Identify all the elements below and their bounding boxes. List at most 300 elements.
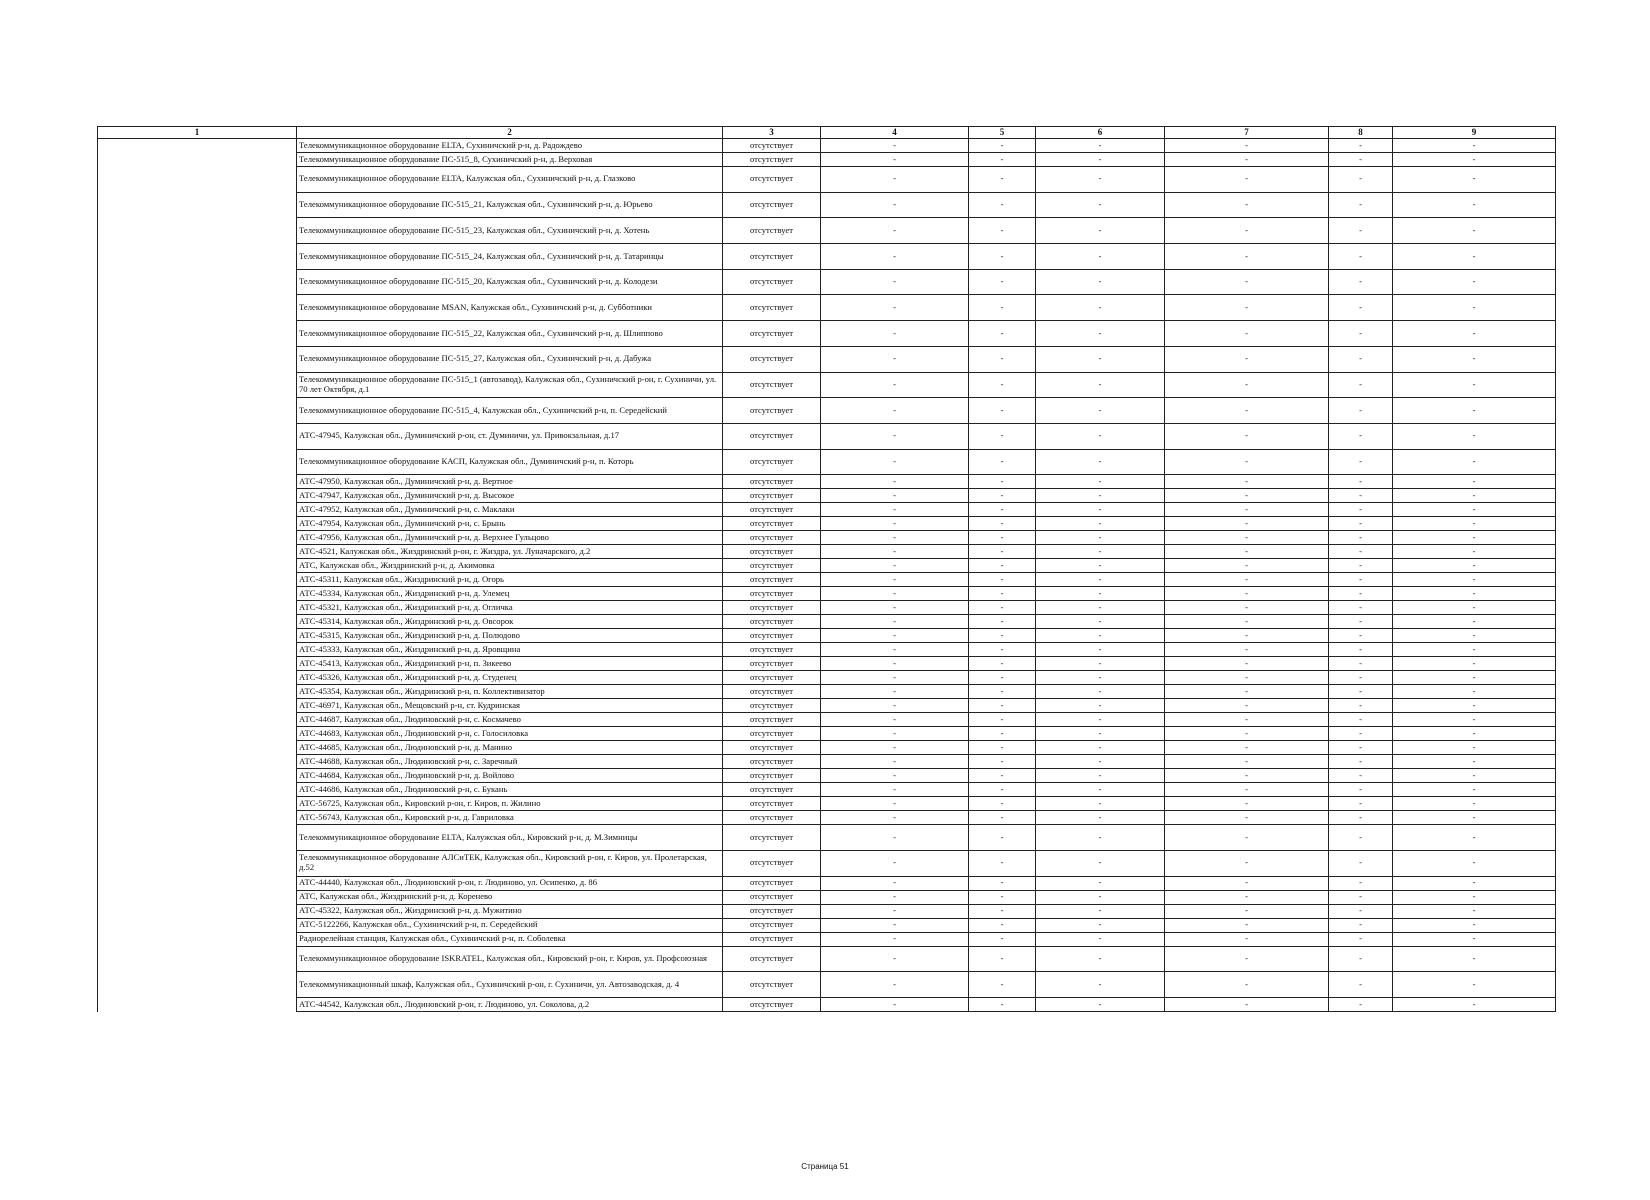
dash-cell: - <box>1036 573 1165 587</box>
object-name-cell: Телекоммуникационное оборудование ELTA, Калужская обл., Кировский р-н, д. М.Зимницы <box>297 825 723 851</box>
status-cell: отсутствует <box>723 423 821 449</box>
dash-cell: - <box>1036 657 1165 671</box>
dash-cell: - <box>1036 946 1165 972</box>
status-cell: отсутствует <box>723 269 821 295</box>
status-cell: отсутствует <box>723 783 821 797</box>
dash-cell: - <box>821 489 969 503</box>
empty-cell <box>98 755 297 769</box>
dash-cell: - <box>1036 998 1165 1012</box>
table-row <box>98 890 1556 904</box>
dash-cell: - <box>1036 449 1165 475</box>
status-cell: отсутствует <box>723 629 821 643</box>
table-row <box>98 811 1556 825</box>
dash-cell: - <box>969 998 1036 1012</box>
column-header: 7 <box>1165 127 1329 139</box>
dash-cell: - <box>1329 671 1393 685</box>
dash-cell: - <box>1036 545 1165 559</box>
table-row <box>98 503 1556 517</box>
table-row <box>98 727 1556 741</box>
dash-cell: - <box>821 346 969 372</box>
dash-cell: - <box>1036 346 1165 372</box>
dash-cell: - <box>1165 295 1329 321</box>
status-cell: отсутствует <box>723 671 821 685</box>
dash-cell: - <box>821 615 969 629</box>
dash-cell: - <box>1165 601 1329 615</box>
object-name-cell: АТС-47945, Калужская обл., Думиничский р-он, ст. Думиничи, ул. Привокзальная, д.17 <box>297 423 723 449</box>
dash-cell: - <box>1165 372 1329 398</box>
object-name-cell: Телекоммуникационное оборудование ПС-515_4, Калужская обл., Сухиничский р-н, п. Середейский <box>297 398 723 424</box>
dash-cell: - <box>1393 713 1556 727</box>
object-name-cell: АТС-45333, Калужская обл., Жиздринский р-н, д. Яровщина <box>297 643 723 657</box>
dash-cell: - <box>1329 153 1393 167</box>
table-row <box>98 139 1556 153</box>
dash-cell: - <box>1329 398 1393 424</box>
object-name-cell: АТС-44440, Калужская обл., Людиновский р-он, г. Людиново, ул. Осипенко, д. 86 <box>297 876 723 890</box>
dash-cell: - <box>1165 153 1329 167</box>
object-name-cell: Телекоммуникационное оборудование ELTA, Калужская обл., Сухиничский р-н, д. Глазково <box>297 167 723 193</box>
dash-cell: - <box>1329 601 1393 615</box>
empty-cell <box>98 876 297 890</box>
empty-cell <box>98 657 297 671</box>
register-table <box>97 126 1556 1012</box>
dash-cell: - <box>821 769 969 783</box>
status-cell: отсутствует <box>723 139 821 153</box>
dash-cell: - <box>1329 573 1393 587</box>
table-row <box>98 629 1556 643</box>
empty-cell <box>98 797 297 811</box>
status-cell: отсутствует <box>723 998 821 1012</box>
dash-cell: - <box>1393 825 1556 851</box>
column-header: 2 <box>297 127 723 139</box>
status-cell: отсутствует <box>723 244 821 270</box>
empty-cell <box>98 643 297 657</box>
dash-cell: - <box>1036 685 1165 699</box>
status-cell: отсутствует <box>723 741 821 755</box>
table-row <box>98 657 1556 671</box>
table-row <box>98 372 1556 398</box>
table-row <box>98 153 1556 167</box>
dash-cell: - <box>1036 167 1165 193</box>
dash-cell: - <box>821 904 969 918</box>
dash-cell: - <box>821 321 969 347</box>
status-cell: отсутствует <box>723 545 821 559</box>
table-row <box>98 423 1556 449</box>
dash-cell: - <box>1393 972 1556 998</box>
dash-cell: - <box>1036 713 1165 727</box>
column-header: 3 <box>723 127 821 139</box>
dash-cell: - <box>1165 741 1329 755</box>
dash-cell: - <box>969 489 1036 503</box>
dash-cell: - <box>1329 876 1393 890</box>
dash-cell: - <box>821 545 969 559</box>
dash-cell: - <box>969 601 1036 615</box>
table-row <box>98 218 1556 244</box>
dash-cell: - <box>1393 372 1556 398</box>
dash-cell: - <box>1165 545 1329 559</box>
table-row <box>98 295 1556 321</box>
empty-cell <box>98 741 297 755</box>
column-header: 9 <box>1393 127 1556 139</box>
table-row <box>98 932 1556 946</box>
dash-cell: - <box>969 192 1036 218</box>
empty-cell <box>98 531 297 545</box>
dash-cell: - <box>969 825 1036 851</box>
dash-cell: - <box>821 295 969 321</box>
dash-cell: - <box>1165 449 1329 475</box>
dash-cell: - <box>821 587 969 601</box>
dash-cell: - <box>821 727 969 741</box>
dash-cell: - <box>1036 825 1165 851</box>
empty-cell <box>98 269 297 295</box>
status-cell: отсутствует <box>723 475 821 489</box>
dash-cell: - <box>1036 269 1165 295</box>
status-cell: отсутствует <box>723 449 821 475</box>
dash-cell: - <box>1393 657 1556 671</box>
table-row <box>98 489 1556 503</box>
dash-cell: - <box>1393 531 1556 545</box>
dash-cell: - <box>1165 218 1329 244</box>
dash-cell: - <box>1165 517 1329 531</box>
object-name-cell: Телекоммуникационное оборудование MSAN, Калужская обл., Сухиничский р-н, д. Субботники <box>297 295 723 321</box>
dash-cell: - <box>1329 321 1393 347</box>
object-name-cell: АТС-47952, Калужская обл., Думиничский р-н, с. Маклаки <box>297 503 723 517</box>
dash-cell: - <box>1165 503 1329 517</box>
dash-cell: - <box>1329 503 1393 517</box>
dash-cell: - <box>1165 713 1329 727</box>
table-row <box>98 783 1556 797</box>
dash-cell: - <box>1036 587 1165 601</box>
dash-cell: - <box>1036 811 1165 825</box>
status-cell: отсутствует <box>723 657 821 671</box>
object-name-cell: АТС-5122266, Калужская обл., Сухиничский р-н, п. Середейский <box>297 918 723 932</box>
dash-cell: - <box>821 559 969 573</box>
dash-cell: - <box>1329 850 1393 876</box>
dash-cell: - <box>821 657 969 671</box>
dash-cell: - <box>969 153 1036 167</box>
dash-cell: - <box>969 713 1036 727</box>
dash-cell: - <box>1165 890 1329 904</box>
dash-cell: - <box>1329 531 1393 545</box>
status-cell: отсутствует <box>723 153 821 167</box>
status-cell: отсутствует <box>723 218 821 244</box>
empty-cell <box>98 713 297 727</box>
status-cell: отсутствует <box>723 517 821 531</box>
dash-cell: - <box>969 769 1036 783</box>
table-row <box>98 998 1556 1012</box>
dash-cell: - <box>1393 755 1556 769</box>
dash-cell: - <box>969 423 1036 449</box>
dash-cell: - <box>1329 559 1393 573</box>
dash-cell: - <box>1165 643 1329 657</box>
dash-cell: - <box>1036 372 1165 398</box>
dash-cell: - <box>821 372 969 398</box>
empty-cell <box>98 685 297 699</box>
table-row <box>98 769 1556 783</box>
dash-cell: - <box>969 811 1036 825</box>
table-row <box>98 972 1556 998</box>
table-row <box>98 244 1556 270</box>
object-name-cell: АТС-56725, Калужская обл., Кировский р-он, г. Киров, п. Жилино <box>297 797 723 811</box>
dash-cell: - <box>1393 890 1556 904</box>
dash-cell: - <box>1165 615 1329 629</box>
dash-cell: - <box>821 932 969 946</box>
dash-cell: - <box>821 517 969 531</box>
status-cell: отсутствует <box>723 890 821 904</box>
dash-cell: - <box>969 671 1036 685</box>
dash-cell: - <box>1036 890 1165 904</box>
table-row <box>98 398 1556 424</box>
object-name-cell: Телекоммуникационное оборудование ПС-515_21, Калужская обл., Сухиничский р-н, д. Юрьево <box>297 192 723 218</box>
dash-cell: - <box>1329 244 1393 270</box>
dash-cell: - <box>969 475 1036 489</box>
dash-cell: - <box>1393 192 1556 218</box>
empty-cell <box>98 167 297 193</box>
dash-cell: - <box>1165 755 1329 769</box>
empty-cell <box>98 890 297 904</box>
status-cell: отсутствует <box>723 932 821 946</box>
dash-cell: - <box>1329 699 1393 713</box>
object-name-cell: Телекоммуникационное оборудование КАСП, Калужская обл., Думиничский р-н, п. Которь <box>297 449 723 475</box>
table-row <box>98 918 1556 932</box>
dash-cell: - <box>1393 904 1556 918</box>
object-name-cell: Телекоммуникационное оборудование АЛСиТЕК, Калужская обл., Кировский р-он, г. Киров, ул. Пролетарская, д.52 <box>297 850 723 876</box>
dash-cell: - <box>1393 998 1556 1012</box>
status-cell: отсутствует <box>723 573 821 587</box>
dash-cell: - <box>1036 295 1165 321</box>
dash-cell: - <box>1036 244 1165 270</box>
dash-cell: - <box>1393 218 1556 244</box>
dash-cell: - <box>1329 587 1393 601</box>
empty-cell <box>98 998 297 1012</box>
empty-cell <box>98 629 297 643</box>
status-cell: отсутствует <box>723 192 821 218</box>
dash-cell: - <box>969 797 1036 811</box>
object-name-cell: Телекоммуникационный шкаф, Калужская обл., Сухиничский р-он, г. Сухиничи, ул. Автозаводская, д. 4 <box>297 972 723 998</box>
status-cell: отсутствует <box>723 167 821 193</box>
dash-cell: - <box>1165 531 1329 545</box>
dash-cell: - <box>1165 423 1329 449</box>
object-name-cell: Телекоммуникационное оборудование ПС-515_22, Калужская обл., Сухиничский р-н, д. Шлиппово <box>297 321 723 347</box>
dash-cell: - <box>1165 671 1329 685</box>
status-cell: отсутствует <box>723 295 821 321</box>
dash-cell: - <box>821 531 969 545</box>
dash-cell: - <box>969 372 1036 398</box>
dash-cell: - <box>1036 475 1165 489</box>
empty-cell <box>98 517 297 531</box>
table-row <box>98 797 1556 811</box>
object-name-cell: Телекоммуникационное оборудование ПС-515_20, Калужская обл., Сухиничский р-н, д. Колодези <box>297 269 723 295</box>
dash-cell: - <box>969 727 1036 741</box>
dash-cell: - <box>821 713 969 727</box>
status-cell: отсутствует <box>723 876 821 890</box>
status-cell: отсутствует <box>723 850 821 876</box>
dash-cell: - <box>1329 643 1393 657</box>
dash-cell: - <box>1393 573 1556 587</box>
object-name-cell: Радиорелейная станция, Калужская обл., Сухиничский р-н, п. Соболевка <box>297 932 723 946</box>
dash-cell: - <box>821 153 969 167</box>
dash-cell: - <box>1393 139 1556 153</box>
status-cell: отсутствует <box>723 769 821 783</box>
dash-cell: - <box>969 657 1036 671</box>
empty-cell <box>98 946 297 972</box>
dash-cell: - <box>1329 998 1393 1012</box>
dash-cell: - <box>1329 783 1393 797</box>
dash-cell: - <box>1036 517 1165 531</box>
dash-cell: - <box>1393 559 1556 573</box>
status-cell: отсутствует <box>723 685 821 699</box>
table-row <box>98 531 1556 545</box>
dash-cell: - <box>821 811 969 825</box>
dash-cell: - <box>1393 269 1556 295</box>
dash-cell: - <box>1165 811 1329 825</box>
dash-cell: - <box>969 244 1036 270</box>
status-cell: отсутствует <box>723 727 821 741</box>
dash-cell: - <box>1036 139 1165 153</box>
status-cell: отсутствует <box>723 946 821 972</box>
dash-cell: - <box>1165 998 1329 1012</box>
dash-cell: - <box>1329 755 1393 769</box>
column-header: 1 <box>98 127 297 139</box>
dash-cell: - <box>1329 741 1393 755</box>
dash-cell: - <box>1165 876 1329 890</box>
dash-cell: - <box>1036 503 1165 517</box>
dash-cell: - <box>1329 904 1393 918</box>
dash-cell: - <box>1393 783 1556 797</box>
dash-cell: - <box>1329 797 1393 811</box>
object-name-cell: АТС-4521, Калужская обл., Жиздринский р-он, г. Жиздра, ул. Луначарского, д.2 <box>297 545 723 559</box>
status-cell: отсутствует <box>723 904 821 918</box>
dash-cell: - <box>821 139 969 153</box>
dash-cell: - <box>969 890 1036 904</box>
table-body <box>98 139 1556 1012</box>
dash-cell: - <box>1036 876 1165 890</box>
dash-cell: - <box>1393 545 1556 559</box>
dash-cell: - <box>1036 850 1165 876</box>
dash-cell: - <box>1036 904 1165 918</box>
table-row <box>98 449 1556 475</box>
dash-cell: - <box>1165 398 1329 424</box>
table-row <box>98 167 1556 193</box>
object-name-cell: АТС-44683, Калужская обл., Людиновский р-н, с. Голосиловка <box>297 727 723 741</box>
dash-cell: - <box>1036 398 1165 424</box>
status-cell: отсутствует <box>723 346 821 372</box>
dash-cell: - <box>1036 797 1165 811</box>
dash-cell: - <box>1036 918 1165 932</box>
dash-cell: - <box>1165 489 1329 503</box>
dash-cell: - <box>1165 946 1329 972</box>
dash-cell: - <box>1329 946 1393 972</box>
dash-cell: - <box>969 545 1036 559</box>
dash-cell: - <box>1329 449 1393 475</box>
dash-cell: - <box>1329 346 1393 372</box>
dash-cell: - <box>1329 192 1393 218</box>
dash-cell: - <box>1165 850 1329 876</box>
dash-cell: - <box>821 825 969 851</box>
dash-cell: - <box>821 449 969 475</box>
dash-cell: - <box>821 218 969 244</box>
table-row <box>98 269 1556 295</box>
dash-cell: - <box>1329 685 1393 699</box>
empty-cell <box>98 699 297 713</box>
dash-cell: - <box>1393 398 1556 424</box>
table-row <box>98 587 1556 601</box>
dash-cell: - <box>1393 946 1556 972</box>
object-name-cell: АТС, Калужская обл., Жиздринский р-н, д. Коренево <box>297 890 723 904</box>
object-name-cell: АТС-47954, Калужская обл., Думиничский р-н, с. Брынь <box>297 517 723 531</box>
dash-cell: - <box>969 167 1036 193</box>
dash-cell: - <box>1329 769 1393 783</box>
dash-cell: - <box>821 503 969 517</box>
status-cell: отсутствует <box>723 601 821 615</box>
dash-cell: - <box>1036 755 1165 769</box>
status-cell: отсутствует <box>723 972 821 998</box>
dash-cell: - <box>1393 153 1556 167</box>
dash-cell: - <box>1393 727 1556 741</box>
object-name-cell: АТС-46971, Калужская обл., Мещовский р-н, ст. Кудринская <box>297 699 723 713</box>
dash-cell: - <box>1393 475 1556 489</box>
table-row <box>98 559 1556 573</box>
dash-cell: - <box>1036 769 1165 783</box>
table-row <box>98 713 1556 727</box>
dash-cell: - <box>1329 972 1393 998</box>
dash-cell: - <box>1036 643 1165 657</box>
empty-cell <box>98 918 297 932</box>
dash-cell: - <box>1393 876 1556 890</box>
status-cell: отсутствует <box>723 531 821 545</box>
table-row <box>98 699 1556 713</box>
object-name-cell: АТС-44688, Калужская обл., Людиновский р-н, с. Заречный <box>297 755 723 769</box>
dash-cell: - <box>1393 517 1556 531</box>
empty-cell <box>98 904 297 918</box>
dash-cell: - <box>821 850 969 876</box>
dash-cell: - <box>821 398 969 424</box>
status-cell: отсутствует <box>723 797 821 811</box>
dash-cell: - <box>1036 531 1165 545</box>
object-name-cell: АТС-47956, Калужская обл., Думиничский р-н, д. Верхнее Гульцово <box>297 531 723 545</box>
table-row <box>98 545 1556 559</box>
object-name-cell: АТС-44686, Калужская обл., Людиновский р-н, с. Букань <box>297 783 723 797</box>
dash-cell: - <box>969 295 1036 321</box>
dash-cell: - <box>969 139 1036 153</box>
dash-cell: - <box>1393 423 1556 449</box>
dash-cell: - <box>1165 559 1329 573</box>
dash-cell: - <box>1165 769 1329 783</box>
dash-cell: - <box>1329 269 1393 295</box>
dash-cell: - <box>1165 727 1329 741</box>
dash-cell: - <box>821 797 969 811</box>
table-row <box>98 825 1556 851</box>
status-cell: отсутствует <box>723 615 821 629</box>
dash-cell: - <box>821 423 969 449</box>
dash-cell: - <box>821 918 969 932</box>
dash-cell: - <box>969 876 1036 890</box>
dash-cell: - <box>1165 972 1329 998</box>
dash-cell: - <box>1393 244 1556 270</box>
table-row <box>98 475 1556 489</box>
dash-cell: - <box>1393 601 1556 615</box>
dash-cell: - <box>821 601 969 615</box>
empty-cell <box>98 769 297 783</box>
empty-cell <box>98 244 297 270</box>
object-name-cell: АТС-47950, Калужская обл., Думиничский р-н, д. Вертное <box>297 475 723 489</box>
dash-cell: - <box>969 449 1036 475</box>
column-header: 8 <box>1329 127 1393 139</box>
dash-cell: - <box>1329 825 1393 851</box>
object-name-cell: Телекоммуникационное оборудование ПС-515_24, Калужская обл., Сухиничский р-н, д. Татаринцы <box>297 244 723 270</box>
dash-cell: - <box>969 269 1036 295</box>
dash-cell: - <box>1036 671 1165 685</box>
object-name-cell: АТС-45354, Калужская обл., Жиздринский р-н, п. Коллективизатор <box>297 685 723 699</box>
